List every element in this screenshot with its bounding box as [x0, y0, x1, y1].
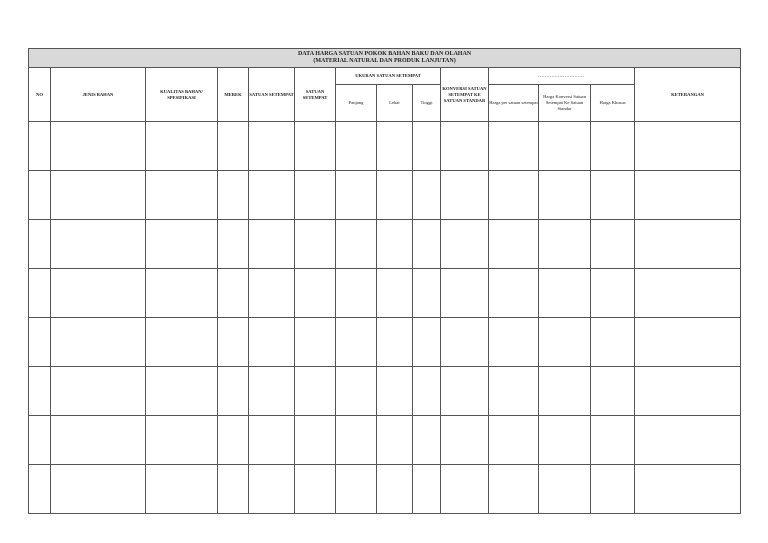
table-cell[interactable] [51, 367, 146, 416]
table-cell[interactable] [635, 416, 741, 465]
table-cell[interactable] [336, 269, 377, 318]
header-tinggi: Tinggi [413, 85, 441, 122]
table-cell[interactable] [29, 220, 51, 269]
table-cell[interactable] [146, 367, 218, 416]
table-cell[interactable] [336, 367, 377, 416]
table-cell[interactable] [249, 416, 295, 465]
header-merek: MEREK [218, 68, 249, 122]
table-cell[interactable] [539, 122, 591, 171]
sheet-body [29, 122, 741, 514]
table-cell[interactable] [539, 318, 591, 367]
header-konversi-satuan: KONVERSI SATUAN SETEMPAT KE SATUAN STANDAR [441, 68, 489, 122]
table-cell[interactable] [295, 220, 336, 269]
table-cell[interactable] [635, 318, 741, 367]
header-satuan-setempat-1: SATUAN SETEMPAT [249, 68, 295, 122]
table-cell[interactable] [413, 367, 441, 416]
table-cell[interactable] [489, 465, 539, 514]
table-cell[interactable] [489, 269, 539, 318]
table-cell[interactable] [218, 318, 249, 367]
sheet-title-line-1: DATA HARGA SATUAN POKOK BAHAN BAKU DAN OLAHAN [297, 50, 472, 57]
header-no: NO [29, 68, 51, 122]
table-row [29, 465, 741, 514]
table-cell[interactable] [249, 318, 295, 367]
table-row [29, 318, 741, 367]
header-ukuran-satuan-setempat: UKURAN SATUAN SETEMPAT [336, 68, 441, 85]
table-cell[interactable] [295, 269, 336, 318]
table-cell[interactable] [635, 269, 741, 318]
table-cell[interactable] [441, 122, 489, 171]
table-cell[interactable] [441, 318, 489, 367]
table-cell[interactable] [377, 122, 413, 171]
table-cell[interactable] [591, 465, 635, 514]
table-cell[interactable] [489, 416, 539, 465]
header-harga-konversi: Harga Konversi Satuan Setempat Ke Satuan Standar [539, 85, 591, 122]
table-cell[interactable] [29, 318, 51, 367]
table-cell[interactable] [249, 269, 295, 318]
table-row [29, 416, 741, 465]
table-cell[interactable] [29, 465, 51, 514]
table-row [29, 367, 741, 416]
table-cell[interactable] [539, 269, 591, 318]
table-cell[interactable] [218, 171, 249, 220]
table-cell[interactable] [539, 465, 591, 514]
table-cell[interactable] [146, 318, 218, 367]
table-cell[interactable] [295, 122, 336, 171]
table-row [29, 269, 741, 318]
header-harga-group: ............................ [489, 68, 635, 85]
table-cell[interactable] [591, 122, 635, 171]
table-cell[interactable] [51, 269, 146, 318]
table-cell[interactable] [413, 220, 441, 269]
table-row [29, 122, 741, 171]
table-cell[interactable] [295, 171, 336, 220]
table-cell[interactable] [377, 367, 413, 416]
table-cell[interactable] [51, 318, 146, 367]
table-cell[interactable] [295, 367, 336, 416]
table-cell[interactable] [591, 171, 635, 220]
table-cell[interactable] [218, 465, 249, 514]
table-cell[interactable] [635, 220, 741, 269]
table-cell[interactable] [218, 269, 249, 318]
table-cell[interactable] [29, 416, 51, 465]
table-cell[interactable] [295, 465, 336, 514]
table-cell[interactable] [591, 220, 635, 269]
table-cell[interactable] [635, 122, 741, 171]
table-cell[interactable] [51, 465, 146, 514]
table-cell[interactable] [591, 269, 635, 318]
header-harga-per-satuan: Harga per satuan setempat [489, 85, 539, 122]
table-cell[interactable] [489, 367, 539, 416]
table-cell[interactable] [29, 269, 51, 318]
table-cell[interactable] [489, 122, 539, 171]
table-cell[interactable] [218, 122, 249, 171]
table-cell[interactable] [249, 465, 295, 514]
table-cell[interactable] [441, 220, 489, 269]
header-jenis-bahan: JENIS BAHAN [51, 68, 146, 122]
sheet-title-line-2: (MATERIAL NATURAL DAN PRODUK LANJUTAN) [313, 58, 456, 64]
table-cell[interactable] [249, 171, 295, 220]
table-row [29, 220, 741, 269]
table-cell[interactable] [635, 465, 741, 514]
table-cell[interactable] [591, 367, 635, 416]
table-cell[interactable] [413, 318, 441, 367]
table-cell[interactable] [249, 220, 295, 269]
table-cell[interactable] [146, 416, 218, 465]
header-satuan-setempat-2: SATUAN SETEMPAT [295, 68, 336, 122]
table-cell[interactable] [489, 318, 539, 367]
table-cell[interactable] [635, 367, 741, 416]
table-cell[interactable] [51, 171, 146, 220]
table-cell[interactable] [336, 122, 377, 171]
table-cell[interactable] [377, 220, 413, 269]
table-cell[interactable] [29, 171, 51, 220]
table-cell[interactable] [51, 220, 146, 269]
header-kualitas-bahan: KUALITAS BAHAN/ SPESIFIKASI [146, 68, 218, 122]
table-cell[interactable] [146, 269, 218, 318]
table-cell[interactable] [336, 416, 377, 465]
table-cell[interactable] [29, 122, 51, 171]
table-cell[interactable] [336, 171, 377, 220]
table-cell[interactable] [413, 269, 441, 318]
table-cell[interactable] [249, 122, 295, 171]
table-cell[interactable] [146, 171, 218, 220]
table-cell[interactable] [336, 465, 377, 514]
table-cell[interactable] [413, 122, 441, 171]
price-data-sheet [28, 48, 741, 514]
table-cell[interactable] [295, 318, 336, 367]
header-keterangan: KETERANGAN [635, 68, 741, 122]
table-cell[interactable] [336, 220, 377, 269]
table-cell[interactable] [377, 318, 413, 367]
table-cell[interactable] [29, 367, 51, 416]
table-cell[interactable] [51, 122, 146, 171]
table-cell[interactable] [591, 318, 635, 367]
table-cell[interactable] [539, 171, 591, 220]
table-cell[interactable] [441, 171, 489, 220]
table-cell[interactable] [146, 465, 218, 514]
table-cell[interactable] [539, 220, 591, 269]
sheet-title [29, 49, 741, 68]
table-cell[interactable] [539, 416, 591, 465]
table-cell[interactable] [377, 465, 413, 514]
table-cell[interactable] [249, 367, 295, 416]
table-cell[interactable] [413, 171, 441, 220]
table-cell[interactable] [146, 122, 218, 171]
table-cell[interactable] [441, 416, 489, 465]
table-cell[interactable] [377, 171, 413, 220]
table-cell[interactable] [441, 367, 489, 416]
table-cell[interactable] [377, 269, 413, 318]
table-cell[interactable] [336, 318, 377, 367]
table-row [29, 171, 741, 220]
table-cell[interactable] [51, 416, 146, 465]
table-cell[interactable] [441, 465, 489, 514]
table-cell[interactable] [218, 367, 249, 416]
table-cell[interactable] [539, 367, 591, 416]
table-cell[interactable] [441, 269, 489, 318]
table-cell[interactable] [218, 416, 249, 465]
header-lebar: Lebar [377, 85, 413, 122]
table-cell[interactable] [377, 416, 413, 465]
table-cell[interactable] [591, 416, 635, 465]
table-cell[interactable] [218, 220, 249, 269]
table-cell[interactable] [489, 171, 539, 220]
table-cell[interactable] [413, 465, 441, 514]
table-cell[interactable] [146, 220, 218, 269]
table-cell[interactable] [295, 416, 336, 465]
table-cell[interactable] [413, 416, 441, 465]
header-harga-khusus: Harga Khusus [591, 85, 635, 122]
table-cell[interactable] [635, 171, 741, 220]
header-panjang: Panjang [336, 85, 377, 122]
table-cell[interactable] [489, 220, 539, 269]
